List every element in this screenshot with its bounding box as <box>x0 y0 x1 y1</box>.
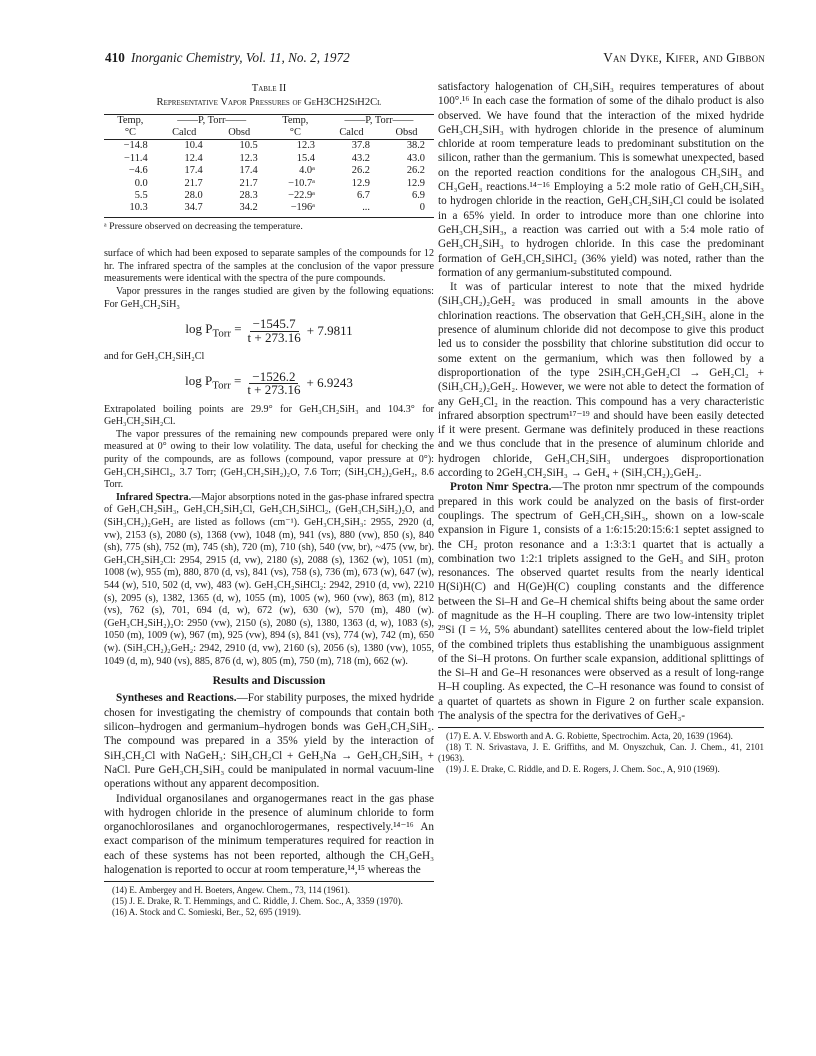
table-cell: ... <box>362 202 370 214</box>
table-header-cell: ——P, Torr—— <box>177 114 247 126</box>
equation-numerator: −1545.7 <box>250 318 299 332</box>
table-row <box>104 178 434 190</box>
footnote-references <box>438 727 764 775</box>
table-cell: 21.7 <box>184 177 203 189</box>
reference: (19) J. E. Drake, C. Riddle, and D. E. Rogers, J. Chem. Soc., A, 910 (1969). <box>446 764 720 775</box>
run-in-heading: Proton Nmr Spectra. <box>450 481 552 494</box>
table-cell: 34.7 <box>184 202 203 214</box>
table-row <box>104 190 434 202</box>
table-cell: −10.7ᵃ <box>288 177 315 189</box>
reference: (15) J. E. Drake, R. T. Hemmings, and C. Riddle, J. Chem. Soc., A, 3359 (1970). <box>112 896 403 907</box>
run-in-heading: Syntheses and Reactions. <box>116 692 237 705</box>
paragraph-text: —For stability purposes, the mixed hydride chosen for investigating the chemistry of compounds that contain both silicon–hydrogen and germanium–hydrogen bonds was GeH₃CH₂SiH₃. The compound was prepared in a 35% yield by the interaction of SiH₃CH₂Cl with NaGeH₃: SiH₃CH₂Cl + GeH₃Na → GeH₃CH₂SiH₃ + NaCl. Pure GeH₃CH₂SiH₃ could be manipulated in normal vacuum-line operations without any apparent decomposition. <box>104 692 434 791</box>
equation-subscript: Torr <box>212 327 231 340</box>
paragraph-text: —The proton nmr spectrum of the compounds prepared in this work could be analyzed on the basis of first-order couplings. The spectrum of GeH₃CH₂SiH₃, shown on a low-scale expansion in Figure 1, consists of a 1:6:15:20:15:6:1 septet assigned to the CH₂ proton resonance and a 1:3:3:1 quartet that is actually a combination two 1:2:1 triplets assigned to the GeH₃ and SiH₃ proton resonances. The observed quartet results from the nearly identical H(Si)H(C) and H(Ge)H(C) coupling constants and the difference between the Si–H and Ge–H chemical shifts being about the same order of magnitude as the H–H coupling. There are two low-intensity triplet ²⁹Si (I = ½, 5% abundant) satellites centered about the low-field triplet of the combined triplets thus establishing the unambiguous assignment of the Si–H protons. On further scale expansion, additional splittings of the Si–H and Ge–H resonances were observed as a result of long-range H–H coupling. As expected, the C–H resonance was found to consist of a quartet of quartets as shown in Figure 2 on further scale expansion. The analysis of the spectra for the derivatives of GeH₃- <box>438 481 764 723</box>
table-row <box>104 202 434 214</box>
equation-constant: + 6.9243 <box>306 375 353 391</box>
table-header-cell: ——P, Torr—— <box>344 114 414 126</box>
table-cell: −11.4 <box>124 152 148 164</box>
reference: (14) E. Ambergey and H. Boeters, Angew. Chem., 73, 114 (1961). <box>112 885 350 896</box>
table-cell: 12.9 <box>406 177 425 189</box>
table-cell: 26.2 <box>351 165 370 177</box>
reference: (17) E. A. V. Ebsworth and A. G. Robiette, Spectrochim. Acta, 20, 1639 (1964). <box>446 731 733 742</box>
paragraph <box>104 691 434 791</box>
table-header-cell: Calcd <box>339 127 364 138</box>
paragraph: Individual organosilanes and organogermanes react in the gas phase with hydrogen chloride in the presence of aluminum chloride to form organochlorosilanes and organochlorogermanes, respectively.¹⁴⁻¹⁶ An exact comparison of the minimum temperatures required for reaction in each of these systems has not been reported, although the CH₃GeH₃ halogenation is reported to occur at room temperature,¹⁴,¹⁵ whereas the <box>104 792 434 877</box>
table-cell: 10.3 <box>129 202 148 214</box>
table-row <box>104 140 434 153</box>
table-cell: 37.8 <box>351 140 370 152</box>
table-header-cell: °C <box>289 127 301 138</box>
paragraph: Vapor pressures in the ranges studied are given by the following equations: For GeH₃CH₂SiH₃ <box>104 285 434 310</box>
table-cell: 0 <box>419 202 425 214</box>
table-cell: 4.0ᵃ <box>299 165 315 177</box>
paragraph-text: —Major absorptions noted in the gas-phase infrared spectra of GeH₃CH₂SiH₃, GeH₃CH₂SiH₂Cl, GeH₃CH₂SiHCl₂, (GeH₃CH₂SiH₂)₂O, and (SiH₃CH₂)₂GeH₂ are listed as follows (cm⁻¹). GeH₃CH₂SiH₃: 2955, 2920 (d, vw), 2153 (s), 2080 (s), 1368 (vw), 1048 (m), 941 (vs), 880 (vw), 850 (s), 840 (sh), 775 (sh), 752 (m), 745 (sh), 720 (m), 710 (sh), 540 (vw, br), ~475 (vw, br). GeH₃CH₂SiH₂Cl: 2954, 2915 (d, vw), 2180 (s), 2088 (s), 1362 (w), 1051 (m), 1008 (w), 955 (m), 880, 870 (d, vs), 841 (vs), 758 (s), 736 (m), 673 (w), 647 (w), 544 (w), 510, 502 (d, vw), 483 (w). GeH₃CH₂SiHCl₂: 2942, 2910 (d, vw), 2210 (s), 2095 (s), 1382, 1365 (d, w), 1055 (m), 1005 (w), 960 (vw), 863 (m), 812 (vs), 762 (s), 701, 694 (d, w), 672 (w), 630 (w), 570 (m), 480 (w). (GeH₃CH₂SiH₂)₂O: 2950 (vw), 2150 (s), 2080 (s), 1380, 1363 (d, w), 1083 (s), 1050 (m), 1009 (w), 967 (m), 925 (vw), 894 (s), 841 (vs), 774 (w), 742 (m), 650 (w). (SiH₃CH₂)₂GeH₂: 2942, 2910 (d, vw), 2160 (s), 2056 (s), 1380 (vw), 1055, 1049 (d, m), 940 (vs), 885, 876 (d, w), 805 (m), 750 (m), 718 (m), 662 (w). <box>104 491 434 667</box>
table-cell: 6.7 <box>356 190 370 202</box>
table-cell: 17.4 <box>239 165 258 177</box>
table-cell: 12.4 <box>184 152 203 164</box>
table-cell: 12.9 <box>351 177 370 189</box>
equation-subscript: Torr <box>212 379 231 392</box>
table-header-cell: °C <box>124 127 136 138</box>
paragraph: satisfactory halogenation of CH₃SiH₃ requires temperatures of about 100°.¹⁶ In each case the formation of some of the dihalo product is also observed. We have found that the interaction of the mixed hydride GeH₃CH₂SiH₃ with hydrogen chloride in the presence of aluminum chloride at room temperature leads to predominant substitution on the silicon, rather than the germanium. This is somewhat unexpected, based on the reported reaction conditions for the analogous CH₃SiH₃ and CH₃GeH₃ reactions.¹⁴⁻¹⁶ Employing a 5:2 mole ratio of GeH₃CH₂SiH₃ to hydrogen chloride in the reaction, GeH₃CH₂SiH₂Cl could be isolated in a 65% yield. In order to introduce more than one chlorine into GeH₃CH₂SiH₃, a reaction was carried out with a 5:4 mole ratio of GeH₃CH₂SiH₃ to hydrogen chloride. In this case the predominant formation of GeH₃CH₂SiHCl₂ (36% yield) was noted, rather than the formation of any germanium-substituted compound. <box>438 81 764 279</box>
paragraph <box>438 480 764 723</box>
run-in-heading: Infrared Spectra. <box>116 491 192 503</box>
paragraph <box>104 492 434 668</box>
paragraph: The vapor pressures of the remaining new compounds prepared were only measured at 0° owing to their low volatility. The data, useful for checking the purity of the compounds, are as follows (compound, vapor pressure at 0°): GeH₃CH₂SiHCl₂, 3.7 Torr; (GeH₃CH₂SiH₂)₂O, 7.6 Torr; (SiH₃CH₂)₂GeH₂, 8.6 Torr. <box>104 428 434 491</box>
table-cell: 43.0 <box>406 152 425 164</box>
table-body <box>104 140 434 215</box>
author-names: Van Dyke, Kifer, and Gibbon <box>603 50 765 65</box>
equation-1: $\log P_{Torr}$ = $\frac{-1545.7}{t + 273.16}$ + 7.9811 <box>185 316 353 345</box>
table-cell: −196ᵃ <box>290 202 315 214</box>
footnote-references <box>104 881 434 918</box>
table-footnote: ᵃ Pressure observed on decreasing the temperature. <box>104 217 434 234</box>
equation-numerator: −1526.2 <box>249 371 298 385</box>
paragraph: and for GeH₃CH₂SiH₂Cl <box>104 351 205 363</box>
journal-citation: Inorganic Chemistry, Vol. 11, No. 2, 1972 <box>131 50 350 65</box>
table-cell: 26.2 <box>406 165 425 177</box>
table-header-row <box>104 114 434 127</box>
table-cell: 17.4 <box>184 165 203 177</box>
table-header-cell: Temp, <box>282 114 309 126</box>
table-title: Representative Vapor Pressures of GeH3CH2SiH2Cl <box>156 97 382 109</box>
equation-2: $\log P_{Torr}$ = $\frac{-1526.2}{t + 273.16}$ + 6.9243 <box>185 368 353 398</box>
table-row <box>104 153 434 165</box>
table-header-cell: Obsd <box>395 127 418 138</box>
reference: (16) A. Stock and C. Somieski, Ber., 52, 695 (1919). <box>112 907 301 918</box>
table-number: Table II <box>251 83 287 94</box>
table-cell: 10.4 <box>184 140 203 152</box>
table-header-cell: Calcd <box>172 127 197 138</box>
paragraph: Extrapolated boiling points are 29.9° for GeH₃CH₂SiH₃ and 104.3° for GeH₃CH₂SiH₂Cl. <box>104 403 434 428</box>
equation-lhs: log P <box>185 320 213 336</box>
running-header <box>105 50 765 70</box>
equation-constant: + 7.9811 <box>306 322 353 338</box>
experimental-text <box>104 248 434 668</box>
table-subheader-row <box>104 127 434 140</box>
section-heading: Results and Discussion <box>212 674 326 688</box>
table-header-cell: Temp, <box>117 114 144 126</box>
table-cell: 5.5 <box>134 190 148 202</box>
table-cell: −4.6 <box>128 165 148 177</box>
left-column <box>104 80 434 918</box>
page-number: 410 <box>105 50 125 65</box>
table-cell: 12.3 <box>239 152 258 164</box>
table-header-cell: Obsd <box>228 127 251 138</box>
table-cell: 28.0 <box>184 190 203 202</box>
paragraph: It was of particular interest to note that the mixed hydride (SiH₃CH₂)₂GeH₂ was produced in small amounts in the above chlorination reactions. The observation that GeH₃CH₂SiH₃ alone in the presence of aluminum chloride did not decompose to give this product led us to consider the possbility that chlorine substitution did occur to some extent on the germanium, which was then followed by a disproportionation of the type 2SiH₃CH₂GeH₂Cl → GeH₂Cl₂ + (SiH₃CH₂)₂GeH₂. However, we were not able to detect the formation of any GeH₂Cl₂ in the reaction. This compound has a very characteristic infrared absorption spectrum¹⁷⁻¹⁹ and should have been easily detected if it were present. Germane was definitely produced in these reactions and we thus conclude that in the presence of aluminum chloride and hydrogen chloride, GeH₃CH₂SiH₃ undergoes disproportionation according to 2GeH₃CH₂SiH₃ → GeH₄ + (SiH₃CH₂)₂GeH₂. <box>438 281 764 480</box>
table-cell: 21.7 <box>239 177 258 189</box>
right-column <box>438 80 764 775</box>
table-cell: 38.2 <box>406 140 425 152</box>
table-cell: 12.3 <box>296 140 315 152</box>
equation-lhs: log P <box>185 373 213 389</box>
table-row <box>104 165 434 177</box>
table-cell: 43.2 <box>351 152 370 164</box>
vapor-pressure-table <box>104 114 434 215</box>
table-cell: 34.2 <box>239 202 258 214</box>
paragraph: surface of which had been exposed to separate samples of the compounds for 12 hr. The infrared spectra of the samples at the conclusion of the vapor pressure measurements were identical with the spectra of the pure compounds. <box>104 248 434 285</box>
table-cell: 10.5 <box>239 140 258 152</box>
reference: (18) T. N. Srivastava, J. E. Griffiths, and M. Onyszchuk, Can. J. Chem., 41, 2101 (1963). <box>438 742 764 764</box>
equation-denominator: t + 273.16 <box>247 382 301 398</box>
table-cell: 15.4 <box>296 152 315 164</box>
equation-denominator: t + 273.16 <box>247 329 301 345</box>
table-cell: 6.9 <box>412 190 425 202</box>
table-cell: 0.0 <box>134 177 148 189</box>
table-cell: 28.3 <box>239 190 258 202</box>
table-cell: −22.9ᵃ <box>288 190 315 202</box>
table-cell: −14.8 <box>123 140 148 152</box>
